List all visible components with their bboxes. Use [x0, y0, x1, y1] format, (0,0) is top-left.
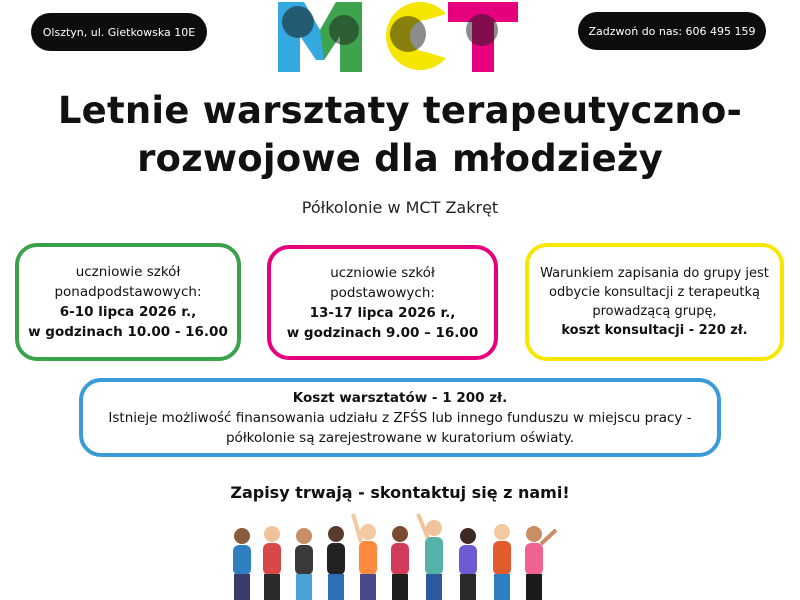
- person-8: [459, 528, 477, 600]
- page-title: [0, 87, 800, 183]
- yellow-cost: koszt konsultacji - 220 zł.: [561, 323, 748, 338]
- yellow-line-3: prowadzącą grupę,: [592, 304, 717, 319]
- pink-line-2: podstawowych:: [330, 284, 435, 301]
- title-line-2: rozwojowe dla młodzieży: [137, 137, 663, 180]
- phone-text: Zadzwoń do nas: 606 495 159: [588, 24, 756, 38]
- blue-cost: Koszt warsztatów - 1 200 zł.: [292, 389, 508, 406]
- title-line-1: Letnie warsztaty terapeutyczno-: [57, 89, 743, 132]
- logo-letter-m: [278, 2, 362, 72]
- yellow-line-1: Warunkiem zapisania do grupy jest: [540, 266, 769, 281]
- logo-letter-t: [448, 2, 518, 72]
- person-3: [295, 528, 313, 600]
- green-line-1: uczniowie szkół: [75, 264, 181, 280]
- person-9: [493, 524, 511, 600]
- phone-pill[interactable]: [578, 12, 766, 50]
- blue-line-2: półkolonie są zarejestrowane w kuratorium oświaty.: [225, 429, 575, 446]
- address-pill: [31, 13, 207, 51]
- people-illustration: [222, 508, 582, 600]
- person-7: [418, 514, 443, 600]
- person-5: [353, 514, 377, 600]
- consultation-box: [525, 243, 784, 361]
- person-10: [525, 526, 556, 600]
- green-dates: 6-10 lipca 2026 r.,: [59, 304, 197, 320]
- workshop-cost-box: [79, 378, 721, 457]
- secondary-school-box: [15, 243, 241, 361]
- address-text: Olsztyn, ul. Gietkowska 10E: [42, 25, 196, 39]
- green-line-2: ponadpodstawowych:: [54, 284, 202, 300]
- blue-line-1: Istnieje możliwość finansowania udziału z ZFŚS lub innego funduszu w miejscu pracy -: [108, 409, 692, 426]
- person-2: [263, 526, 281, 600]
- mct-logo: [276, 0, 520, 72]
- logo-letter-c: [386, 2, 446, 70]
- pink-dates: 13-17 lipca 2026 r.,: [309, 304, 456, 321]
- person-6: [391, 526, 409, 600]
- primary-school-box: [267, 245, 498, 360]
- signup-call-to-action: Zapisy trwają - skontaktuj się z nami!: [230, 483, 570, 502]
- subtitle: Półkolonie w MCT Zakręt: [301, 198, 499, 217]
- pink-line-1: uczniowie szkół: [330, 264, 435, 281]
- green-hours: w godzinach 10.00 - 16.00: [28, 324, 228, 340]
- pink-hours: w godzinach 9.00 – 16.00: [286, 324, 479, 341]
- yellow-line-2: odbycie konsultacji z terapeutką: [549, 285, 760, 300]
- person-1: [233, 528, 251, 600]
- person-4: [327, 526, 345, 600]
